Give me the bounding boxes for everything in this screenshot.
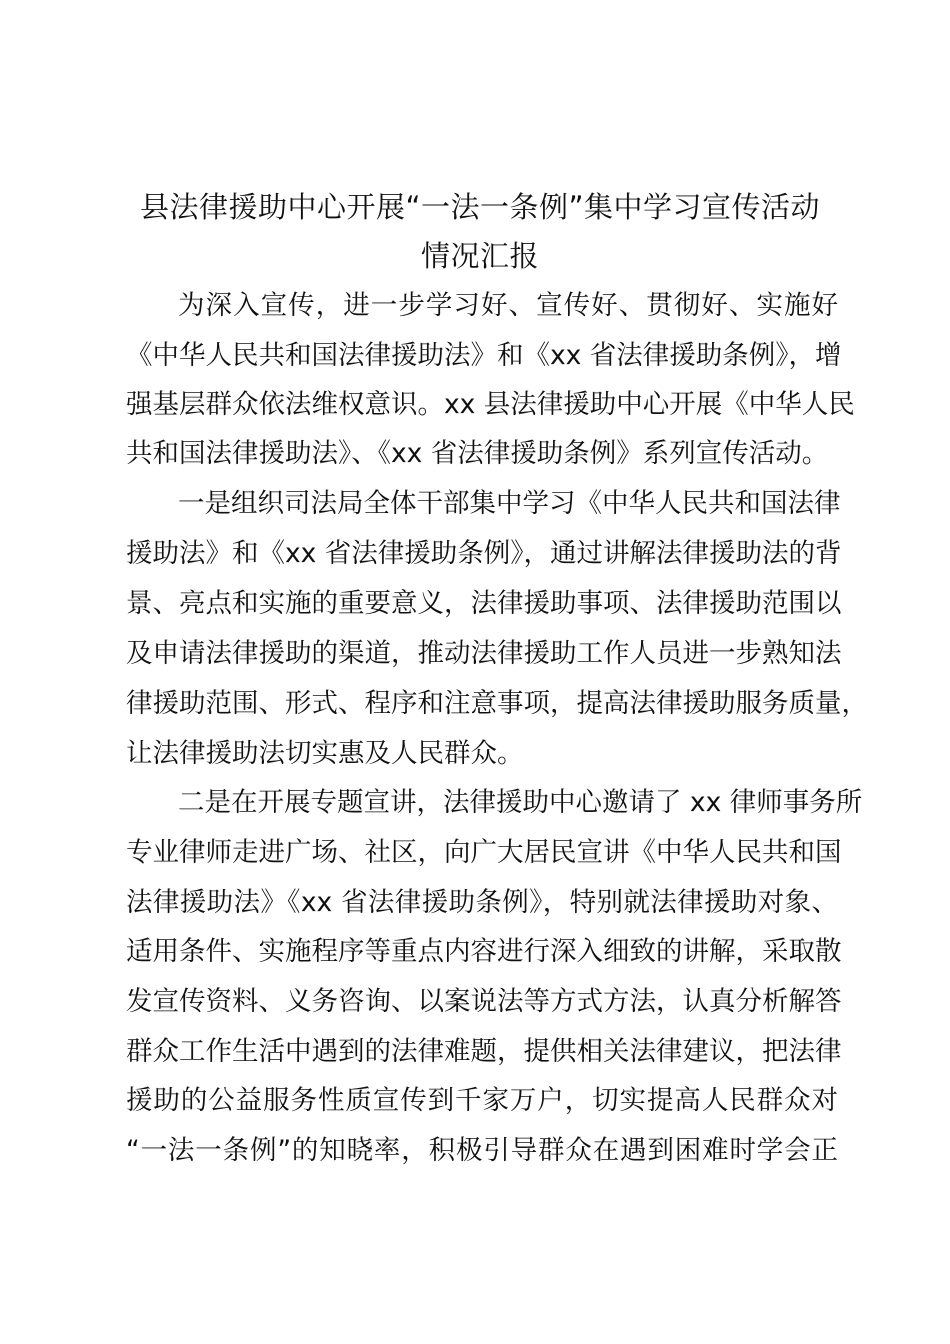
paragraph-2-line-4: 及申请法律援助的渠道，推动法律援助工作人员进一步熟知法 [126, 638, 842, 669]
paragraph-1-line-2: 《中华人民共和国法律援助法》和《xx 省法律援助条例》，增 [126, 340, 842, 371]
paragraph-2-line-1: 一是组织司法局全体干部集中学习《中华人民共和国法律 [178, 488, 841, 519]
document-title-line-2: 情况汇报 [420, 239, 539, 273]
paragraph-3-line-6: 群众工作生活中遇到的法律难题，提供相关法律建议，把法律 [126, 1036, 842, 1067]
paragraph-2-line-6: 让法律援助法切实惠及人民群众。 [126, 738, 524, 769]
paragraph-3-line-2: 专业律师走进广场、社区，向广大居民宣讲《中华人民共和国 [126, 837, 842, 868]
paragraph-1-line-1: 为深入宣传，进一步学习好、宣传好、贯彻好、实施好 [178, 290, 838, 321]
paragraph-3-line-7: 援助的公益服务性质宣传到千家万户，切实提高人民群众对 [126, 1085, 838, 1116]
paragraph-3-line-1: 二是在开展专题宣讲，法律援助中心邀请了 xx 律师事务所 [178, 787, 863, 818]
paragraph-1-line-4: 共和国法律援助法》、《xx 省法律援助条例》系列宣传活动。 [126, 438, 829, 469]
paragraph-2-line-2: 援助法》和《xx 省法律援助条例》，通过讲解法律援助法的背 [126, 538, 842, 569]
document-title-line-1: 县法律援助中心开展“一法一条例”集中学习宣传活动 [139, 190, 821, 224]
paragraph-1-line-3: 强基层群众依法维权意识。xx 县法律援助中心开展《中华人民 [126, 389, 855, 420]
paragraph-3-line-3: 法律援助法》《xx 省法律援助条例》，特别就法律援助对象、 [126, 887, 838, 918]
paragraph-2-line-5: 律援助范围、形式、程序和注意事项，提高法律援助服务质量， [126, 688, 868, 719]
paragraph-3-line-5: 发宣传资料、义务咨询、以案说法等方式方法，认真分析解答 [126, 986, 842, 1017]
paragraph-3-line-4: 适用条件、实施程序等重点内容进行深入细致的讲解，采取散 [126, 936, 842, 967]
paragraph-3-line-8: “一法一条例”的知晓率，积极引导群众在遇到困难时学会正 [126, 1135, 838, 1166]
paragraph-2-line-3: 景、亮点和实施的重要意义，法律援助事项、法律援助范围以 [126, 588, 842, 619]
